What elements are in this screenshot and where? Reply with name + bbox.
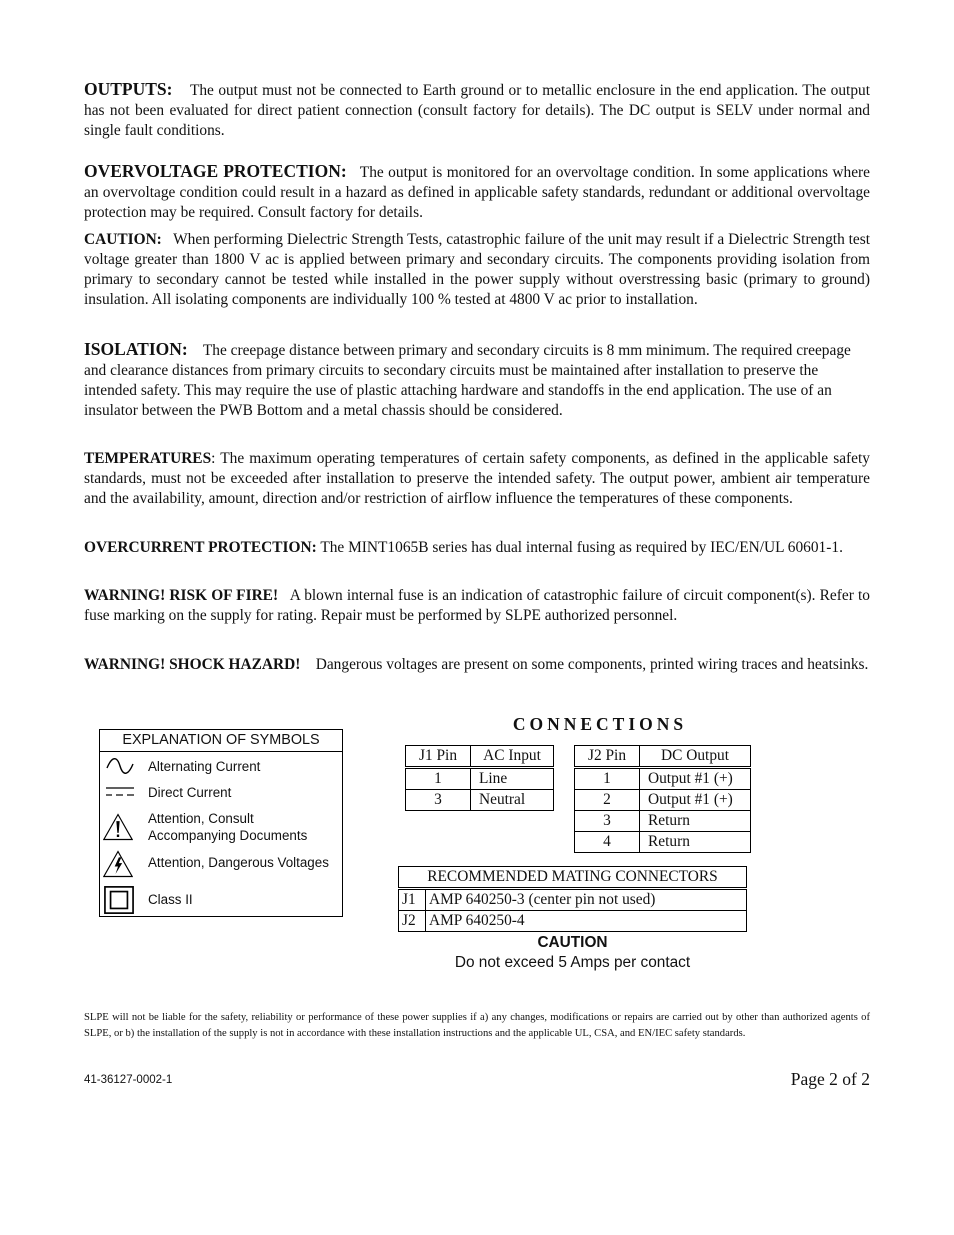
j2-pin-cell: 4 xyxy=(575,832,640,853)
temperatures-paragraph xyxy=(84,449,870,509)
outputs-paragraph xyxy=(84,79,870,141)
j2-pin-cell: 3 xyxy=(575,811,640,832)
symbol-label-dc: Direct Current xyxy=(148,785,232,800)
caution-paragraph xyxy=(84,230,870,310)
j1-signal-cell: Line xyxy=(471,768,554,790)
isolation-text: The creepage distance between primary and secondary circuits is 8 mm minimum. The required creepage and clearance distances from primary circuits to secondary circuits must be maintained after installation to preserve the intended safety. This may require the use of plastic attaching hardware and standoffs in the end application. The use of an insulator between the PWB Bottom and a metal chassis should be considered. xyxy=(84,342,851,419)
table-header-row xyxy=(399,867,747,889)
j1-pin-cell: 3 xyxy=(406,790,471,811)
j2-header-pin: J2 Pin xyxy=(575,746,640,768)
temperatures-heading: TEMPERATURES xyxy=(84,450,212,467)
contact-caution-text: Do not exceed 5 Amps per contact xyxy=(454,954,691,971)
table-row xyxy=(575,790,751,811)
warning-shock-heading: WARNING! SHOCK HAZARD! xyxy=(84,656,301,673)
symbols-legend xyxy=(99,729,343,917)
overvoltage-paragraph xyxy=(84,161,870,223)
table-row xyxy=(399,889,747,911)
temperatures-text: : The maximum operating temperatures of certain safety components, as defined in the applicable safety standards, must not be exceeded after installation to preserve the intended safety. The output power, ambient air temperature and the availability, amount, direction and/or restriction of airflow influence the temperatures of these components. xyxy=(84,450,870,507)
contact-caution-title: CAUTION xyxy=(537,934,608,951)
mating-connectors-table xyxy=(398,866,747,932)
direct-current-icon xyxy=(105,785,135,799)
table-header-row xyxy=(406,746,554,768)
liability-disclaimer: SLPE will not be liable for the safety, reliability or performance of these power supplies if a) any changes, modifications or repairs are carried out by other than authorized agents of SLPE, or b) the installation of the supply is not in accordance with these installation instructions and the applicable UL, CSA, and EN/IEC safety standards. xyxy=(84,1012,870,1039)
caution-text: When performing Dielectric Strength Tests, catastrophic failure of the unit may result if a Dielectric Strength test voltage greater than 1800 V ac is applied between primary and secondary circuits. The components providing isolation from primary to secondary cannot be tested while installed in the power supply without overstressing basic (primary to ground) insulation. All isolating components are individually 100 % tested at 4800 V ac prior to installation. xyxy=(84,231,871,308)
symbol-row-dc xyxy=(100,782,342,804)
symbol-label-ac: Alternating Current xyxy=(148,759,261,774)
dangerous-voltage-icon xyxy=(103,848,133,880)
symbol-label-attention-line1: Attention, Consult xyxy=(148,811,254,826)
table-row xyxy=(406,768,554,790)
warning-fire-text: A blown internal fuse is an indication of catastrophic failure of circuit component(s). Refer to fuse marking on the supply for rating. Repair must be performed by SLPE authorized personnel. xyxy=(84,587,870,624)
overcurrent-paragraph xyxy=(84,538,870,558)
j1-header-signal: AC Input xyxy=(471,746,554,768)
caution-heading: CAUTION: xyxy=(84,231,162,248)
page-number: Page 2 of 2 xyxy=(790,1069,870,1089)
table-row xyxy=(406,790,554,811)
outputs-heading: OUTPUTS: xyxy=(84,79,173,99)
j1-header-pin: J1 Pin xyxy=(406,746,471,768)
j2-signal-cell: Return xyxy=(640,811,751,832)
warning-fire-heading: WARNING! RISK OF FIRE! xyxy=(84,587,279,604)
symbol-row-voltage xyxy=(100,848,342,882)
j2-signal-cell: Output #1 (+) xyxy=(640,790,751,811)
symbol-row-class-ii xyxy=(100,884,342,916)
table-header-row xyxy=(575,746,751,768)
j2-signal-cell: Output #1 (+) xyxy=(640,768,751,790)
attention-icon xyxy=(103,811,133,843)
mating-connector-id: J2 xyxy=(399,911,426,932)
table-row xyxy=(575,811,751,832)
table-row xyxy=(575,768,751,790)
connections-title: CONNECTIONS xyxy=(512,714,688,734)
symbol-label-voltage: Attention, Dangerous Voltages xyxy=(148,855,329,870)
symbol-label-class-ii: Class II xyxy=(148,892,193,907)
warning-shock-text: Dangerous voltages are present on some components, printed wiring traces and heatsinks. xyxy=(315,656,869,673)
class-ii-icon xyxy=(104,885,134,915)
document-number: 41-36127-0002-1 xyxy=(84,1074,173,1086)
symbol-row-attention xyxy=(100,810,342,846)
overvoltage-heading: OVERVOLTAGE PROTECTION: xyxy=(84,161,347,181)
j2-pin-table xyxy=(574,745,751,853)
mating-connector-id: J1 xyxy=(399,889,426,911)
warning-fire-paragraph xyxy=(84,586,870,626)
j2-header-signal: DC Output xyxy=(640,746,751,768)
mating-connector-part: AMP 640250-4 xyxy=(426,911,747,932)
j2-pin-cell: 1 xyxy=(575,768,640,790)
overvoltage-text: The output is monitored for an overvoltage condition. In some applications where an overvoltage condition could result in a hazard as defined in applicable safety standards, redundant or additional overvoltage protection may be required. Consult factory for details. xyxy=(84,164,870,221)
j2-pin-cell: 2 xyxy=(575,790,640,811)
j1-signal-cell: Neutral xyxy=(471,790,554,811)
j1-pin-table xyxy=(405,745,554,811)
symbol-label-attention xyxy=(148,810,307,844)
table-row xyxy=(399,911,747,932)
isolation-paragraph xyxy=(84,339,870,421)
j1-pin-cell: 1 xyxy=(406,768,471,790)
overcurrent-text: The MINT1065B series has dual internal fusing as required by IEC/EN/UL 60601-1. xyxy=(320,539,843,556)
j2-signal-cell: Return xyxy=(640,832,751,853)
symbols-title: EXPLANATION OF SYMBOLS xyxy=(100,730,342,752)
alternating-current-icon xyxy=(105,756,135,776)
isolation-heading: ISOLATION: xyxy=(84,339,188,359)
outputs-text: The output must not be connected to Earth ground or to metallic enclosure in the end application. The output has not been evaluated for direct patient connection (consult factory for details). The DC output is SELV under normal and single fault conditions. xyxy=(84,82,870,139)
table-row xyxy=(575,832,751,853)
warning-shock-paragraph xyxy=(84,655,870,675)
mating-connector-part: AMP 640250-3 (center pin not used) xyxy=(426,889,747,911)
symbol-row-ac xyxy=(100,754,342,778)
mating-connectors-title: RECOMMENDED MATING CONNECTORS xyxy=(399,867,747,889)
overcurrent-heading: OVERCURRENT PROTECTION: xyxy=(84,539,317,556)
symbol-label-attention-line2: Accompanying Documents xyxy=(148,828,308,843)
